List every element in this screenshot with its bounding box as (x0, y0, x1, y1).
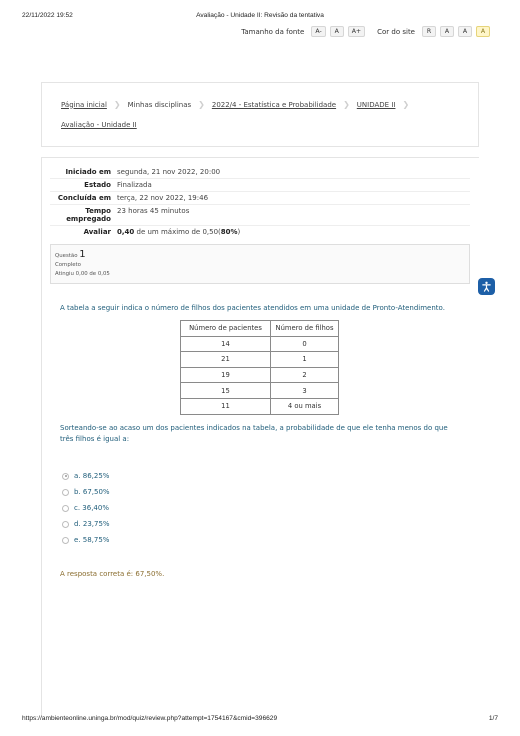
question-prompt: Sorteando-se ao acaso um dos pacientes indicados na tabela, a probabilidade de que ele tenha menos do que três filhos é igual a: (60, 424, 448, 443)
grade-close-paren: ) (237, 228, 241, 236)
question-number-value: 1 (79, 249, 86, 260)
summary-value: Finalizada (117, 181, 152, 189)
breadcrumb (61, 100, 466, 109)
answer-option[interactable] (62, 532, 110, 548)
answer-option[interactable] (62, 500, 110, 516)
patients-table (180, 320, 339, 415)
question-mark: Atingiu 0,00 de 0,05 (55, 271, 110, 277)
table-row (181, 336, 339, 352)
print-url: https://ambienteonline.uninga.br/mod/quiz/review.php?attempt=1754167&cmid=396629 (22, 715, 278, 722)
table-header-row (181, 321, 339, 337)
summary-label: Avaliar (83, 228, 111, 236)
chevron-right-icon: ❯ (113, 100, 121, 109)
question-intro: A tabela a seguir indica o número de filhos dos pacientes atendidos em uma unidade de Pronto-Atendimento. (60, 304, 445, 312)
attempt-summary-table (50, 166, 470, 238)
summary-label: Estado (84, 181, 111, 189)
chevron-right-icon: ❯ (343, 100, 350, 109)
table-cell: 21 (181, 352, 271, 368)
answer-option[interactable] (62, 516, 110, 532)
table-row (181, 352, 339, 368)
table-cell: 4 ou mais (271, 398, 339, 414)
breadcrumb-my-courses-link[interactable]: Minhas disciplinas (127, 100, 192, 109)
summary-label: Iniciado em (65, 168, 111, 176)
table-cell: 14 (181, 336, 271, 352)
print-page-title: Avaliação - Unidade II: Revisão da tentativa (196, 12, 324, 19)
breadcrumb-quiz-link[interactable]: Avaliação - Unidade II (61, 121, 137, 129)
summary-row-grade (50, 226, 470, 238)
color-option-3-button[interactable]: A (476, 26, 490, 37)
summary-row (50, 179, 470, 192)
print-page-number: 1/7 (488, 715, 498, 722)
site-color-label: Cor do site (377, 27, 415, 36)
radio-selected-icon[interactable] (62, 473, 69, 480)
question-info-box (50, 244, 470, 284)
table-cell: 0 (271, 336, 339, 352)
answer-option-label: d. 23,75% (74, 520, 110, 528)
answer-options (62, 468, 110, 548)
color-reset-button[interactable]: R (422, 26, 436, 37)
question-prefix: Questão (55, 253, 78, 259)
breadcrumb-course-link[interactable]: 2022/4 - Estatística e Probabilidade (211, 100, 337, 109)
answer-option-label: a. 86,25% (74, 472, 110, 480)
summary-label: Concluída em (57, 194, 111, 202)
radio-icon[interactable] (62, 521, 69, 528)
answer-option-label: c. 36,40% (74, 504, 109, 512)
table-row (181, 398, 339, 414)
table-row (181, 367, 339, 383)
radio-icon[interactable] (62, 489, 69, 496)
radio-icon[interactable] (62, 537, 69, 544)
summary-value: segunda, 21 nov 2022, 20:00 (117, 168, 221, 176)
table-cell: 3 (271, 383, 339, 399)
color-option-2-button[interactable]: A (458, 26, 472, 37)
table-row (181, 383, 339, 399)
grade-score: 0,40 (117, 228, 135, 236)
answer-option[interactable] (62, 468, 110, 484)
summary-value: 23 horas 45 minutos (117, 207, 190, 215)
question-number (55, 250, 465, 261)
table-cell: 19 (181, 367, 271, 383)
answer-option-label: b. 67,50% (74, 488, 110, 496)
print-footer (22, 715, 498, 722)
accessibility-bar (241, 26, 490, 37)
table-header-cell: Número de pacientes (181, 321, 271, 337)
accessibility-icon[interactable] (478, 278, 495, 295)
radio-icon[interactable] (62, 505, 69, 512)
summary-row (50, 192, 470, 205)
summary-label: Tempo empregado (66, 207, 111, 223)
color-option-1-button[interactable]: A (440, 26, 454, 37)
correct-answer-feedback: A resposta correta é: 67,50%. (60, 570, 165, 578)
grade-percent: 80% (220, 228, 238, 236)
answer-option-label: e. 58,75% (74, 536, 110, 544)
breadcrumb-unit-link[interactable]: UNIDADE II (356, 100, 396, 109)
answer-option[interactable] (62, 484, 110, 500)
breadcrumb-home-link[interactable]: Página inicial (61, 100, 107, 109)
question-status: Completo (55, 262, 81, 268)
grade-max-text: de um máximo de 0,50( (134, 228, 221, 236)
chevron-right-icon: ❯ (198, 100, 205, 109)
print-datetime: 22/11/2022 19:52 (22, 12, 73, 19)
table-cell: 11 (181, 398, 271, 414)
summary-row (50, 166, 470, 179)
summary-row (50, 205, 470, 226)
font-reset-button[interactable]: A (330, 26, 344, 37)
font-decrease-button[interactable]: A- (311, 26, 325, 37)
print-header (22, 12, 498, 22)
chevron-right-icon: ❯ (402, 100, 410, 109)
table-cell: 2 (271, 367, 339, 383)
table-cell: 15 (181, 383, 271, 399)
breadcrumb-panel (41, 82, 479, 147)
font-size-label: Tamanho da fonte (241, 27, 305, 36)
font-increase-button[interactable]: A+ (348, 26, 365, 37)
table-header-cell: Número de filhos (271, 321, 339, 337)
grade-value (117, 228, 240, 236)
accessibility-icon-glyph (481, 281, 492, 292)
summary-value: terça, 22 nov 2022, 19:46 (117, 194, 209, 202)
table-cell: 1 (271, 352, 339, 368)
